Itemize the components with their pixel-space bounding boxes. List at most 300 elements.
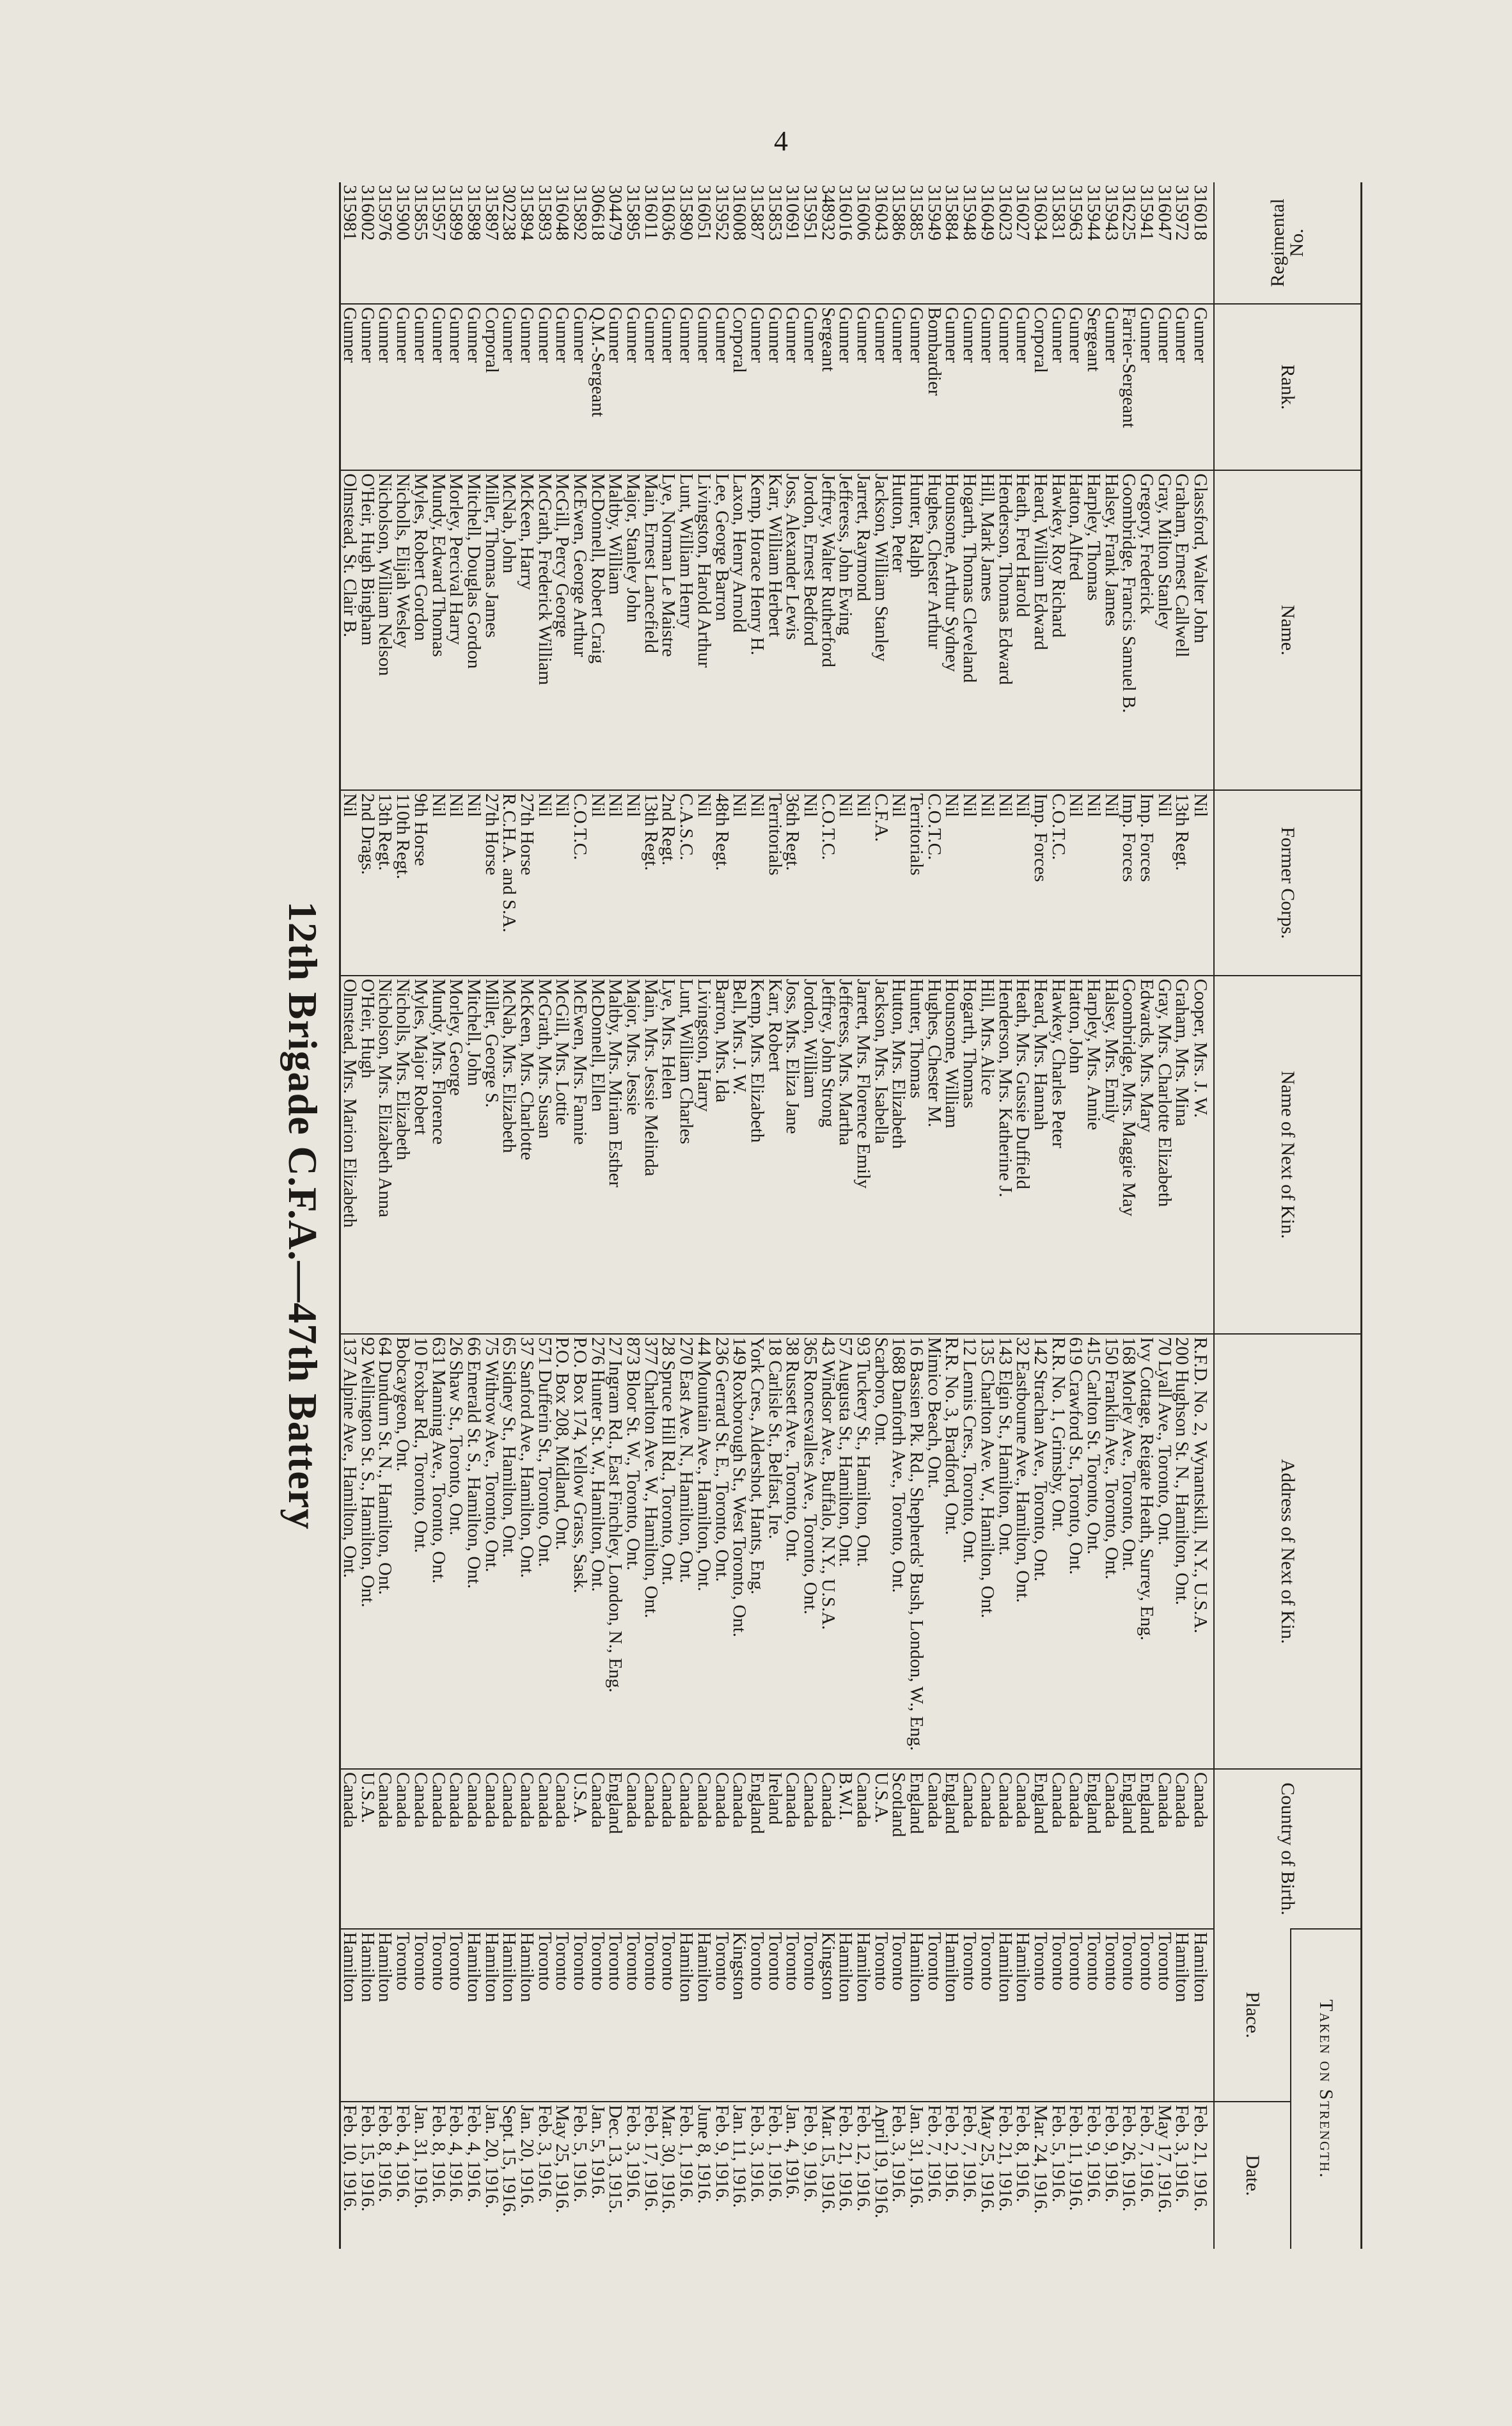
next-of-kin-cell: Graham, Mrs. Mina [1174,976,1192,1334]
former-corps-cell: Imp. Forces [1032,790,1050,976]
table-row [943,182,961,2249]
address-cell: Bobcaygeon, Ont. [394,1334,412,1769]
next-of-kin-cell: Kemp, Mrs. Elizabeth [748,976,766,1334]
next-of-kin-cell: Hutton, Mrs. Elizabeth [890,976,908,1334]
address-cell: 65 Sidney St., Hamilton, Ont. [500,1334,518,1769]
date-cell: Feb. 15, 1916. [359,2102,377,2249]
address-cell: 38 Russett Ave., Toronto, Ont. [784,1334,801,1769]
place-cell: Toronto [412,1929,430,2102]
former-corps-cell: Nil [979,790,996,976]
place-cell: Toronto [430,1929,448,2102]
name-cell: Glassford, Walter John [1191,470,1214,790]
name-cell: Lunt, William Henry [677,470,695,790]
regimental-no-cell: 315890 [676,185,697,241]
country-cell: Canada [1050,1769,1067,1929]
name-cell: Morley, Percival Harry [447,470,465,790]
country-cell: Canada [996,1769,1014,1929]
date-cell: Feb. 3, 1916. [536,2102,554,2249]
date-cell: Jan. 20, 1916. [483,2102,501,2249]
regimental-no-cell: 315948 [959,185,980,241]
name-cell: Jeffrey, Walter Rutherford [819,470,837,790]
next-of-kin-cell: Miller, George S. [483,976,501,1334]
date-cell: Feb. 21, 1916. [837,2102,855,2249]
name-cell: Jordon, Ernest Bedford [801,470,819,790]
regimental-no-cell: 315886 [888,185,910,241]
country-cell: U.S.A. [872,1769,890,1929]
table-row [412,182,430,2249]
table-row [1191,182,1214,2249]
country-cell: Canada [1067,1769,1085,1929]
country-cell: Canada [430,1769,448,1929]
date-cell: Mar. 30, 1916. [660,2102,678,2249]
former-corps-cell: Territorials [766,790,784,976]
table-row [837,182,855,2249]
former-corps-cell: Nil [730,790,748,976]
former-corps-cell: 9th Horse [412,790,430,976]
roster-body [340,182,1215,2249]
next-of-kin-cell: Heard, Mrs. Hannah [1032,976,1050,1334]
table-row [589,182,607,2249]
name-cell: McEwen, George Arthur [571,470,589,790]
name-cell: Laxon, Henry Arnold [730,470,748,790]
regimental-no-cell: 315884 [941,185,963,241]
former-corps-cell: Nil [1103,790,1121,976]
table-row [766,182,784,2249]
table-row [1067,182,1085,2249]
country-cell: Canada [1156,1769,1174,1929]
former-corps-cell: 13th Regt. [377,790,395,976]
next-of-kin-cell: Myles, Major Robert [412,976,430,1334]
address-cell: 149 Roxborough St., West Toronto, Ont. [730,1334,748,1769]
name-cell: McDonnell, Robert Craig [589,470,607,790]
header-date: Date. [1214,2102,1291,2249]
place-cell: Hamilton [1014,1929,1032,2102]
regimental-no-cell: 302238 [499,185,520,241]
rank-cell: Gunner [359,304,377,470]
header-place: Place. [1214,1929,1291,2102]
address-cell: 18 Carlisle St., Belfast, Ire. [766,1334,784,1769]
rank-cell: Bombardier [925,304,943,470]
former-corps-cell: 48th Regt. [713,790,731,976]
rank-cell: Corporal [483,304,501,470]
former-corps-cell: Imp. Forces [1138,790,1156,976]
name-cell: Karr, William Herbert [766,470,784,790]
country-cell: England [1032,1769,1050,1929]
place-cell: Kingston [730,1929,748,2102]
former-corps-cell: C.O.T.C. [1050,790,1067,976]
next-of-kin-cell: Harpley, Mrs. Annie [1085,976,1103,1334]
place-cell: Toronto [660,1929,678,2102]
place-cell: Toronto [784,1929,801,2102]
name-cell: Livingston, Harold Arthur [695,470,713,790]
name-cell: Hughes, Chester Arthur [925,470,943,790]
rank-cell: Gunner [1156,304,1174,470]
rank-cell: Gunner [1103,304,1121,470]
next-of-kin-cell: Livingston, Harry [695,976,713,1334]
regimental-no-cell: 316043 [870,185,892,241]
name-cell: Jackson, William Stanley [872,470,890,790]
regimental-no-cell: 316036 [658,185,679,241]
place-cell: Toronto [872,1929,890,2102]
place-cell: Hamilton [340,1929,359,2102]
rank-cell: Gunner [713,304,731,470]
regimental-no-cell: 315895 [623,185,644,241]
regimental-no-cell: 316051 [693,185,714,241]
table-row [483,182,501,2249]
address-cell: 276 Hunter St. W., Hamilton, Ont. [589,1334,607,1769]
next-of-kin-cell: Jeffrey, John Strong [819,976,837,1334]
next-of-kin-cell: Hunter, Thomas [908,976,925,1334]
date-cell: Feb. 7, 1916. [1138,2102,1156,2249]
date-cell: Feb. 3, 1916. [748,2102,766,2249]
regimental-no-cell: 315897 [481,185,502,241]
former-corps-cell: Nil [943,790,961,976]
former-corps-cell: Territorials [908,790,925,976]
name-cell: Nicholls, Elijah Wesley [394,470,412,790]
former-corps-cell: Nil [447,790,465,976]
place-cell: Hamilton [483,1929,501,2102]
country-cell: B.W.I. [837,1769,855,1929]
next-of-kin-cell: McGrath, Mrs. Susan [536,976,554,1334]
table-row [979,182,996,2249]
country-cell: Canada [784,1769,801,1929]
rank-cell: Gunner [695,304,713,470]
next-of-kin-cell: Nicholson, Mrs. Elizabeth Anna [377,976,395,1334]
rank-cell: Gunner [447,304,465,470]
place-cell: Toronto [1103,1929,1121,2102]
date-cell: June 8, 1916. [695,2102,713,2249]
regimental-no-cell: 315855 [410,185,431,241]
regimental-no-cell: 315941 [1137,185,1158,241]
date-cell: Dec. 13, 1915. [607,2102,625,2249]
rank-cell: Gunner [1138,304,1156,470]
rank-cell: Gunner [624,304,642,470]
place-cell: Toronto [571,1929,589,2102]
former-corps-cell: C.F.A. [872,790,890,976]
address-cell: 66 Emerald St. S., Hamilton, Ont. [465,1334,483,1769]
country-cell: Canada [554,1769,572,1929]
regimental-no-cell: 316023 [995,185,1016,241]
table-row [660,182,678,2249]
next-of-kin-cell: O'Heir, Hugh [359,976,377,1334]
rank-cell: Gunner [908,304,925,470]
name-cell: Joss, Alexander Lewis [784,470,801,790]
name-cell: McGill, Percy George [554,470,572,790]
date-cell: Feb. 11, 1916. [1067,2102,1085,2249]
table-row [500,182,518,2249]
table-row [1014,182,1032,2249]
address-cell: 57 Augusta St., Hamilton, Ont. [837,1334,855,1769]
address-cell: R.R. No. 3, Bradford, Ont. [943,1334,961,1769]
former-corps-cell: C.A.S.C. [677,790,695,976]
country-cell: Canada [925,1769,943,1929]
date-cell: Feb. 7, 1916. [925,2102,943,2249]
next-of-kin-cell: Jarrett, Mrs. Florence Emily [854,976,872,1334]
address-cell: 16 Bassien Pk. Rd., Shepherds' Bush, London, W., Eng. [908,1334,925,1769]
address-cell: 142 Strachan Ave., Toronto, Ont. [1032,1334,1050,1769]
table-row [1085,182,1103,2249]
name-cell: Heard, William Edward [1032,470,1050,790]
date-cell: Feb. 21, 1916. [1191,2102,1214,2249]
regimental-no-cell: 316027 [1012,185,1034,241]
next-of-kin-cell: Nicholls, Mrs. Elizabeth [394,976,412,1334]
next-of-kin-cell: Hawkey, Charles Peter [1050,976,1067,1334]
address-cell: 43 Windsor Ave., Buffalo, N.Y., U.S.A. [819,1334,837,1769]
place-cell: Hamilton [1191,1929,1214,2102]
date-cell: Jan. 11, 1916. [730,2102,748,2249]
name-cell: Mitchell, Douglas Gordon [465,470,483,790]
former-corps-cell: Nil [837,790,855,976]
country-cell: Canada [483,1769,501,1929]
next-of-kin-cell: Heath, Mrs. Gussie Duffield [1014,976,1032,1334]
table-row [1121,182,1138,2249]
place-cell: Hamilton [377,1929,395,2102]
address-cell: Mimico Beach, Ont. [925,1334,943,1769]
next-of-kin-cell: Gray, Mrs. Charlotte Elizabeth [1156,976,1174,1334]
place-cell: Toronto [925,1929,943,2102]
rank-cell: Gunner [801,304,819,470]
rank-cell: Gunner [748,304,766,470]
rank-cell: Gunner [607,304,625,470]
former-corps-cell: Nil [1085,790,1103,976]
table-row [430,182,448,2249]
page-number: 4 [774,125,788,157]
rank-cell: Gunner [554,304,572,470]
date-cell: Feb. 3, 1916. [890,2102,908,2249]
date-cell: Feb. 3, 1916. [1174,2102,1192,2249]
next-of-kin-cell: Jordon, William [801,976,819,1334]
country-cell: Canada [979,1769,996,1929]
address-cell: 10 Foxbar Rd., Toronto, Ont. [412,1334,430,1769]
table-row [465,182,483,2249]
header-name: Name. [1214,470,1362,790]
rank-cell: Gunner [979,304,996,470]
former-corps-cell: 2nd Regt. [660,790,678,976]
table-row [713,182,731,2249]
date-cell: Sept. 15, 1916. [500,2102,518,2249]
former-corps-cell: Nil [536,790,554,976]
address-cell: 28 Spruce Hill Rd., Toronto, Ont. [660,1334,678,1769]
name-cell: Halsey, Frank James [1103,470,1121,790]
regimental-no-cell: 315963 [1066,185,1087,241]
country-cell: Canada [500,1769,518,1929]
rank-cell: Gunner [377,304,395,470]
country-cell: England [607,1769,625,1929]
date-cell: Feb. 12, 1916. [854,2102,872,2249]
place-cell: Toronto [801,1929,819,2102]
rank-cell: Gunner [465,304,483,470]
address-cell: 143 Elgin St., Hamilton, Ont. [996,1334,1014,1769]
date-cell: Jan. 31, 1916. [908,2102,925,2249]
name-cell: Hawkey, Roy Richard [1050,470,1067,790]
former-corps-cell: Nil [430,790,448,976]
regimental-no-cell: 316008 [729,185,750,241]
rank-cell: Gunner [837,304,855,470]
next-of-kin-cell: Goombridge, Mrs. Maggie May [1121,976,1138,1334]
rank-cell: Gunner [1191,304,1214,470]
table-row [872,182,890,2249]
rank-cell: Gunner [394,304,412,470]
header-regimental-no: Regimental No. [1214,182,1362,304]
rank-cell: Gunner [1050,304,1067,470]
country-cell: Canada [518,1769,536,1929]
country-cell: Canada [730,1769,748,1929]
date-cell: Feb. 5, 1916. [571,2102,589,2249]
regimental-no-cell: 316034 [1030,185,1051,241]
address-cell: 27 Ingram Rd., East Finchley, London, N., Eng. [607,1334,625,1769]
country-cell: Canada [340,1769,359,1929]
regimental-no-cell: 315898 [463,185,484,241]
former-corps-cell: Nil [589,790,607,976]
former-corps-cell: Nil [961,790,979,976]
next-of-kin-cell: McEwen, Mrs. Fannie [571,976,589,1334]
next-of-kin-cell: Hounsome, William [943,976,961,1334]
date-cell: April 19, 1916. [872,2102,890,2249]
rank-cell: Sergeant [819,304,837,470]
next-of-kin-cell: Morley, George [447,976,465,1334]
address-cell: 70 Lyall Ave., Toronto, Ont. [1156,1334,1174,1769]
rank-cell: Corporal [1032,304,1050,470]
place-cell: Toronto [1156,1929,1174,2102]
regimental-no-cell: 316011 [640,185,661,240]
address-cell: 75 Withrow Ave., Toronto, Ont. [483,1334,501,1769]
address-cell: 44 Mountain Ave., Hamilton, Ont. [695,1334,713,1769]
place-cell: Toronto [554,1929,572,2102]
name-cell: Jefferess, John Ewing [837,470,855,790]
country-cell: Canada [642,1769,660,1929]
place-cell: Hamilton [837,1929,855,2102]
rank-cell: Gunner [961,304,979,470]
regimental-no-cell: 316016 [835,185,856,241]
table-row [730,182,748,2249]
table-row [1174,182,1192,2249]
date-cell: Jan. 5, 1916. [589,2102,607,2249]
former-corps-cell: 36th Regt. [784,790,801,976]
date-cell: Feb. 9, 1916. [801,2102,819,2249]
rank-cell: Gunner [890,304,908,470]
country-cell: Canada [961,1769,979,1929]
name-cell: Graham, Ernest Callwell [1174,470,1192,790]
table-row [961,182,979,2249]
next-of-kin-cell: McGill, Mrs. Lottie [554,976,572,1334]
former-corps-cell: Nil [340,790,359,976]
former-corps-cell: Nil [1014,790,1032,976]
place-cell: Hamilton [695,1929,713,2102]
regimental-no-cell: 315981 [339,185,360,241]
address-cell: 64 Dundurn St. N., Hamilton, Ont. [377,1334,395,1769]
former-corps-cell: Nil [801,790,819,976]
name-cell: Gregory, Frederick [1138,470,1156,790]
country-cell: Canada [819,1769,837,1929]
address-cell: 12 Lennis Cres., Toronto, Ont. [961,1334,979,1769]
country-cell: England [1121,1769,1138,1929]
regimental-no-cell: 306618 [587,185,608,241]
regimental-no-cell: 315887 [746,185,768,241]
place-cell: Toronto [890,1929,908,2102]
rank-cell: Gunner [1014,304,1032,470]
place-cell: Toronto [979,1929,996,2102]
former-corps-cell: 27th Horse [483,790,501,976]
address-cell: 93 Tuckery St., Hamilton, Ont. [854,1334,872,1769]
rotated-page-content [185,182,1362,2249]
date-cell: Mar. 15, 1916. [819,2102,837,2249]
place-cell: Toronto [536,1929,554,2102]
place-cell: Hamilton [359,1929,377,2102]
former-corps-cell: Nil [554,790,572,976]
table-row [340,182,359,2249]
rank-cell: Gunner [536,304,554,470]
name-cell: Miller, Thomas James [483,470,501,790]
place-cell: Toronto [1121,1929,1138,2102]
table-row [677,182,695,2249]
rank-cell: Gunner [571,304,589,470]
date-cell: Feb. 2, 1916. [943,2102,961,2249]
place-cell: Toronto [1032,1929,1050,2102]
next-of-kin-cell: Mundy, Mrs. Florence [430,976,448,1334]
country-cell: Canada [412,1769,430,1929]
country-cell: England [748,1769,766,1929]
next-of-kin-cell: Mitchell, John [465,976,483,1334]
table-row [571,182,589,2249]
place-cell: Toronto [607,1929,625,2102]
regimental-no-cell: 315957 [428,185,449,241]
date-cell: Mar. 24, 1916. [1032,2102,1050,2249]
regimental-no-cell: 315944 [1083,185,1104,241]
regimental-no-cell: 315831 [1048,185,1069,241]
address-cell: 236 Gerrard St. E., Toronto, Ont. [713,1334,731,1769]
rank-cell: Gunner [340,304,359,470]
date-cell: May 17, 1916. [1156,2102,1174,2249]
name-cell: Goombridge, Francis Samuel B. [1121,470,1138,790]
rank-cell: Gunner [943,304,961,470]
table-row [819,182,837,2249]
table-row [1032,182,1050,2249]
name-cell: Olmstead, St. Clair B. [340,470,359,790]
country-cell: England [908,1769,925,1929]
country-cell: Canada [854,1769,872,1929]
table-row [748,182,766,2249]
next-of-kin-cell: Halsey, Mrs. Emily [1103,976,1121,1334]
date-cell: Feb. 7, 1916. [961,2102,979,2249]
rank-cell: Gunner [500,304,518,470]
table-row [1156,182,1174,2249]
table-row [536,182,554,2249]
regimental-no-cell: 316018 [1190,185,1211,241]
address-cell: 37 Sanford Ave., Hamilton, Ont. [518,1334,536,1769]
country-cell: Canada [589,1769,607,1929]
next-of-kin-cell: Karr, Robert [766,976,784,1334]
regimental-no-cell: 315893 [534,185,555,241]
table-row [607,182,625,2249]
regimental-no-cell: 316002 [357,185,378,241]
address-cell: 415 Carlton St. Toronto, Ont. [1085,1334,1103,1769]
next-of-kin-cell: Joss, Mrs. Eliza Jane [784,976,801,1334]
former-corps-cell: Nil [748,790,766,976]
country-cell: Canada [713,1769,731,1929]
date-cell: Feb. 9, 1916. [1085,2102,1103,2249]
place-cell: Toronto [748,1929,766,2102]
country-cell: Canada [1014,1769,1032,1929]
address-cell: Ivy Cottage, Reigate Heath, Surrey, Eng. [1138,1334,1156,1769]
place-cell: Hamilton [854,1929,872,2102]
name-cell: Hounsome, Arthur Sydney [943,470,961,790]
table-row [695,182,713,2249]
next-of-kin-cell: Lunt, William Charles [677,976,695,1334]
table-row [447,182,465,2249]
rank-cell: Gunner [996,304,1014,470]
header-taken-on-strength: Taken on Strength. [1291,1929,1362,2249]
place-cell: Kingston [819,1929,837,2102]
